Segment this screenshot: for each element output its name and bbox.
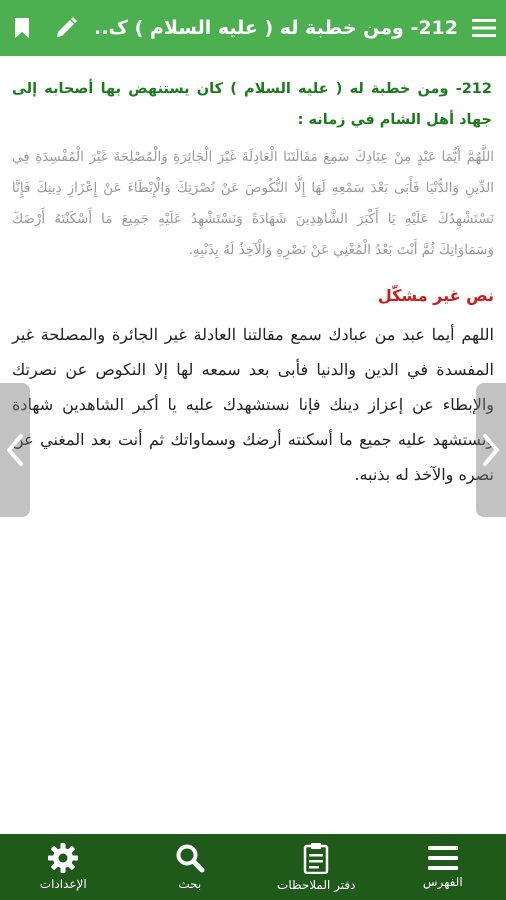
tab-search-label: بحث — [178, 877, 202, 891]
sermon-content — [0, 56, 506, 834]
sermon-plain-text: اللهم أيما عبد من عبادك سمع مقالتنا العادلة غير الجائرة والمصلحة غير المفسدة في الدين والدنيا فأبى بعد سمعه لها إلا النكوص عن نصرتك والإبطاء عن إعزاز دينك فإنا نستشهدك عليه يا أكبر الشاهدين شهادة ونستشهد عليه جميع ما أسكنته أرضك وسماواتك ثم أنت بعد المغني عن نصره والآخذ له بذنبه. — [12, 325, 495, 484]
tab-index[interactable] — [380, 834, 506, 900]
chevron-right-icon — [481, 433, 501, 467]
pencil-icon — [54, 16, 78, 40]
notebook-icon — [303, 842, 329, 874]
next-page-button[interactable] — [476, 383, 506, 517]
menu-icon — [472, 19, 496, 37]
sermon-heading: 212- ومن خطبة له ( عليه السلام ) كان يستنهض بها أصحابه إلى جهاد أهل الشام في زمانه : — [12, 81, 492, 128]
gear-icon — [48, 843, 78, 873]
tab-notebook[interactable] — [253, 834, 380, 900]
menu-icon — [428, 845, 458, 871]
tab-index-label: الفهرس — [422, 875, 463, 889]
tab-search[interactable] — [127, 834, 254, 900]
bottom-nav — [0, 834, 506, 900]
bookmark-icon — [14, 17, 30, 39]
app-bar — [0, 0, 506, 56]
previous-page-button[interactable] — [0, 383, 30, 517]
bookmark-button[interactable] — [0, 0, 44, 56]
sermon-text-with-harakat: اللَّهُمَّ أَيُّمَا عَبْدٍ مِنْ عِبَادِكَ سَمِعَ مَقَالَتَنَا الْعَادِلَةَ غَيْرَ الْجَائِرَةِ وَالْمُصْلِحَةَ غَيْرَ الْمُفْسِدَةِ فِي الدِّينِ وَالدُّنْيَا فَأَبَى بَعْدَ سَمْعِهِ لَهَا إِلَّا النُّكُوصَ عَنْ نُصْرَتِكَ وَالْإِبْطَاءَ عَنْ إِعْزَازِ دِينِكَ فَإِنَّا نَسْتَشْهِدُكَ عَلَيْهِ يَا أَكْبَرَ الشَّاهِدِينَ شَهَادَةً وَنَسْتَشْهِدُ عَلَيْهِ جَمِيعَ مَا أَسْكَنْتَهُ أَرْضَكَ وَسَمَاوَاتِكَ ثُمَّ أَنْتَ بَعْدُ الْمُغْنِي عَنْ نَصْرِهِ وَالْآخِذُ لَهُ بِذَنْبِهِ. — [12, 149, 494, 258]
tab-settings[interactable] — [0, 834, 127, 900]
page-title: 212- ومن خطبة له ( عليه السلام ) ک.. — [94, 17, 458, 39]
chevron-left-icon — [5, 433, 25, 467]
plain-text-subheading: نص غير مشكّل — [377, 286, 494, 305]
tab-settings-label: الإعدادات — [39, 877, 87, 891]
edit-button[interactable] — [44, 0, 88, 56]
menu-button[interactable] — [462, 0, 506, 56]
tab-notebook-label: دفتر الملاحظات — [277, 878, 356, 892]
search-icon — [175, 843, 205, 873]
